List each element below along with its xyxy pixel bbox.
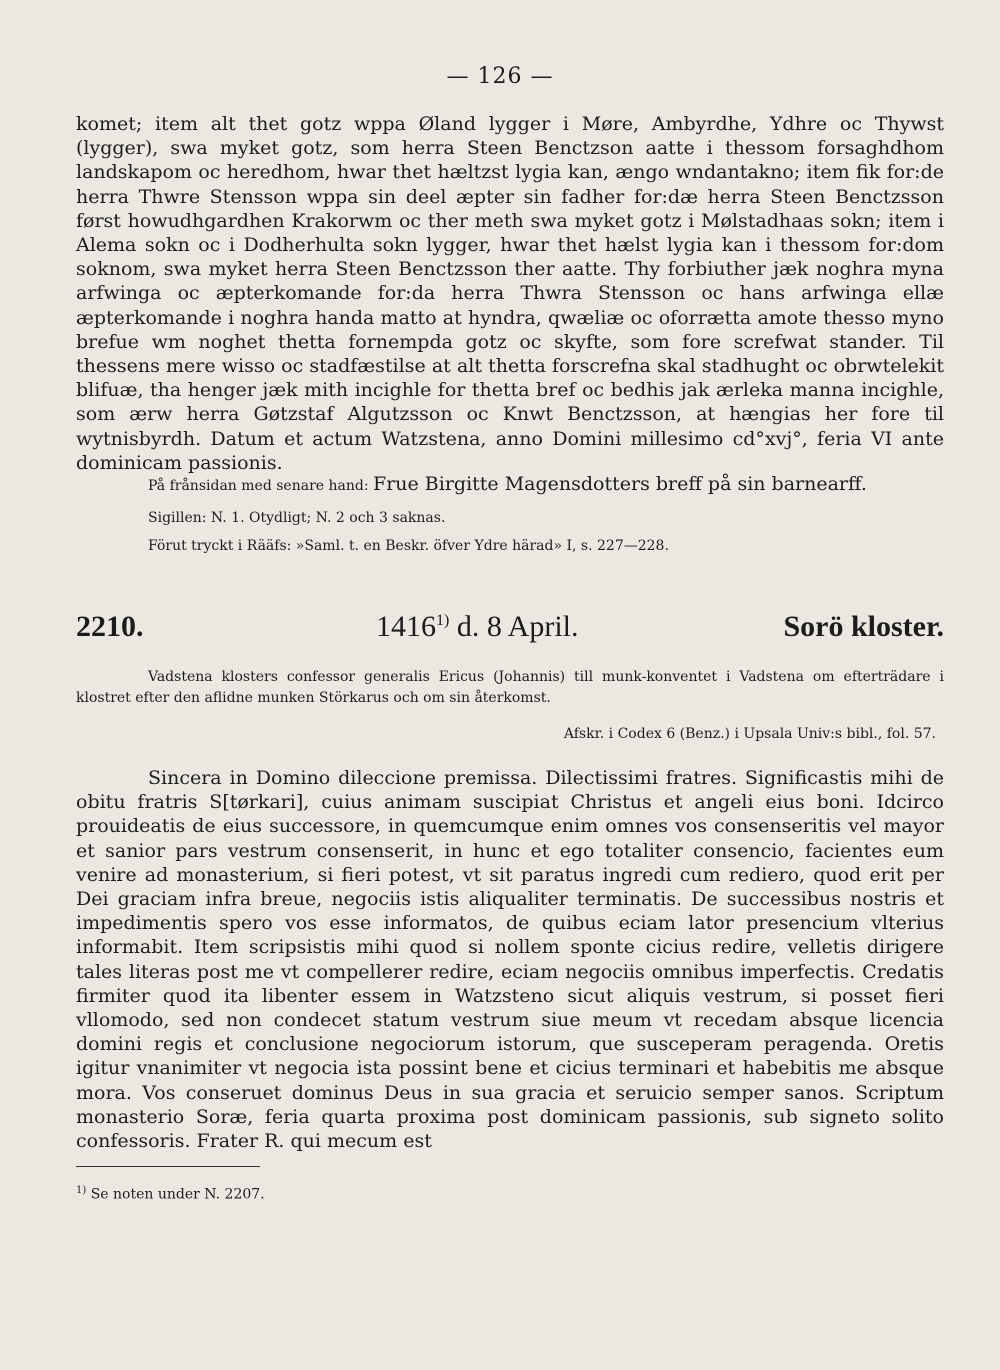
footnote [76,1181,944,1205]
footnote-ref: 1) [436,612,450,629]
date-day: d. 8 April. [449,610,579,643]
document-number: 2210. [76,610,144,643]
endorsement-label: På frånsidan med senare hand: [148,478,369,494]
editorial-note-endorsement [148,474,948,496]
document-source: Afskr. i Codex 6 (Benz.) i Upsala Univ:s bibl., fol. 57. [563,726,936,742]
footnote-text: Se noten under N. 2207. [86,1186,265,1203]
document-summary: Vadstena klosters confessor generalis Ericus (Johannis) till munk-konventet i Vadstena om efterträdare i klostret efter den aflidne munken Störkarus och om sin återkomst. [76,669,944,706]
date-year: 1416 [376,610,436,643]
footnote-divider [76,1166,260,1167]
editorial-note-printed: Förut tryckt i Rääfs: »Saml. t. en Beskr. öfver Ydre härad» I, s. 227—228. [148,538,669,554]
footnote-marker: 1) [76,1185,87,1196]
letter-text: Sincera in Domino dileccione premissa. Dilectissimi fratres. Significastis mihi de obitu fratris S[tørkari], cuius animam suscipiat Christus et angeli eius boni. Idcirco prouideatis de eius successore, in quemcumque enim omnes vos consenseritis vel mayor et sanior pars vestrum consenserit, in hunc et ego totaliter consencio, facientes eum venire ad monasterium, si fieri potest, vt sit paratus ingredi cum rediero, quod erit per Dei graciam infra breue, negociis istis aliqualiter terminatis. De successibus nostris et impedimentis spero vos esse informatos, de quibus eciam lator presencium vlterius informabit. Item scripsistis mihi quod si nollem sponte cicius redire, velletis dirigere tales literas post me vt compellerer redire, eciam negociis omnibus imperfectis. Credatis firmiter quod ita libenter essem in Watzsteno sicut aliquis vestrum, si posset fieri vllomodo, sed non condecet statum vestrum siue meum vt recedam absque licencia domini regis et conclusione negociorum istorum, que susceperam peragenda. Oretis igitur vnanimiter vt negocia ista possint bene et cicius terminari et habebitis me absque mora. Vos conseruet dominus Deus in sua gracia et seruicio semper sanos. Scriptum monasterio Soræ, feria quarta proxima post dominicam passionis, sub signeto solito confessoris. Frater R. qui mecum est [76,767,944,1153]
document-date [376,610,579,644]
endorsement-text: Frue Birgitte Magensdotters breff på sin barnearff. [373,473,867,495]
letter-text-continued: komet; item alt thet gotz wppa Øland lygger i Møre, Ambyrdhe, Ydhre oc Thywst (lygger), swa myket gotz, som herra Steen Benctzson aatte i thessom forsaghdhom landskapom oc heredhom, hwar thet hæltzst lygia kan, ængo wndantakno; item fik for:de herra Thwre Stensson wppa sin deel æpter sin fadher for:dæ herra Steen Benctzsson først howudhgardhen Krakorwm oc ther meth swa myket gotz i Mølstadhaas sokn; item i Alema sokn oc i Dodherhulta sokn lygger, hwar thet hælst lygia kan i thessom for:dom soknom, swa myket herra Steen Benctzsson ther aatte. Thy forbiuther jæk noghra myna arfwinga oc æpterkomande for:da herra Thwra Stensson oc hans arfwinga ellæ æpterkomande i noghra handa matto at hyndra, qwæliæ oc oforrætta amote thesso myno brefue wm noghet thetta fornempda gotz oc skyfte, som fore screfwat stander. Til thessens mere wisso oc stadfæstilse at alt thetta forscrefna skal stadhught oc obrwtelekit blifuæ, tha henger jæk mith incighle for thetta bref oc bedhis jak ærleka manna incighle, som ærw herra Gøtzstaf Algutzsson oc Knwt Benctzsson, at hængias her fore til wytnisbyrdh. Datum et actum Watzstena, anno Domini millesimo cd°xvj°, feria VI ante dominicam passionis. [76,113,944,474]
document-heading [76,610,944,650]
page-number: — 126 — [446,64,554,89]
document-place: Sorö kloster. [783,610,944,643]
editorial-note-seals: Sigillen: N. 1. Otydligt; N. 2 och 3 saknas. [148,510,446,526]
